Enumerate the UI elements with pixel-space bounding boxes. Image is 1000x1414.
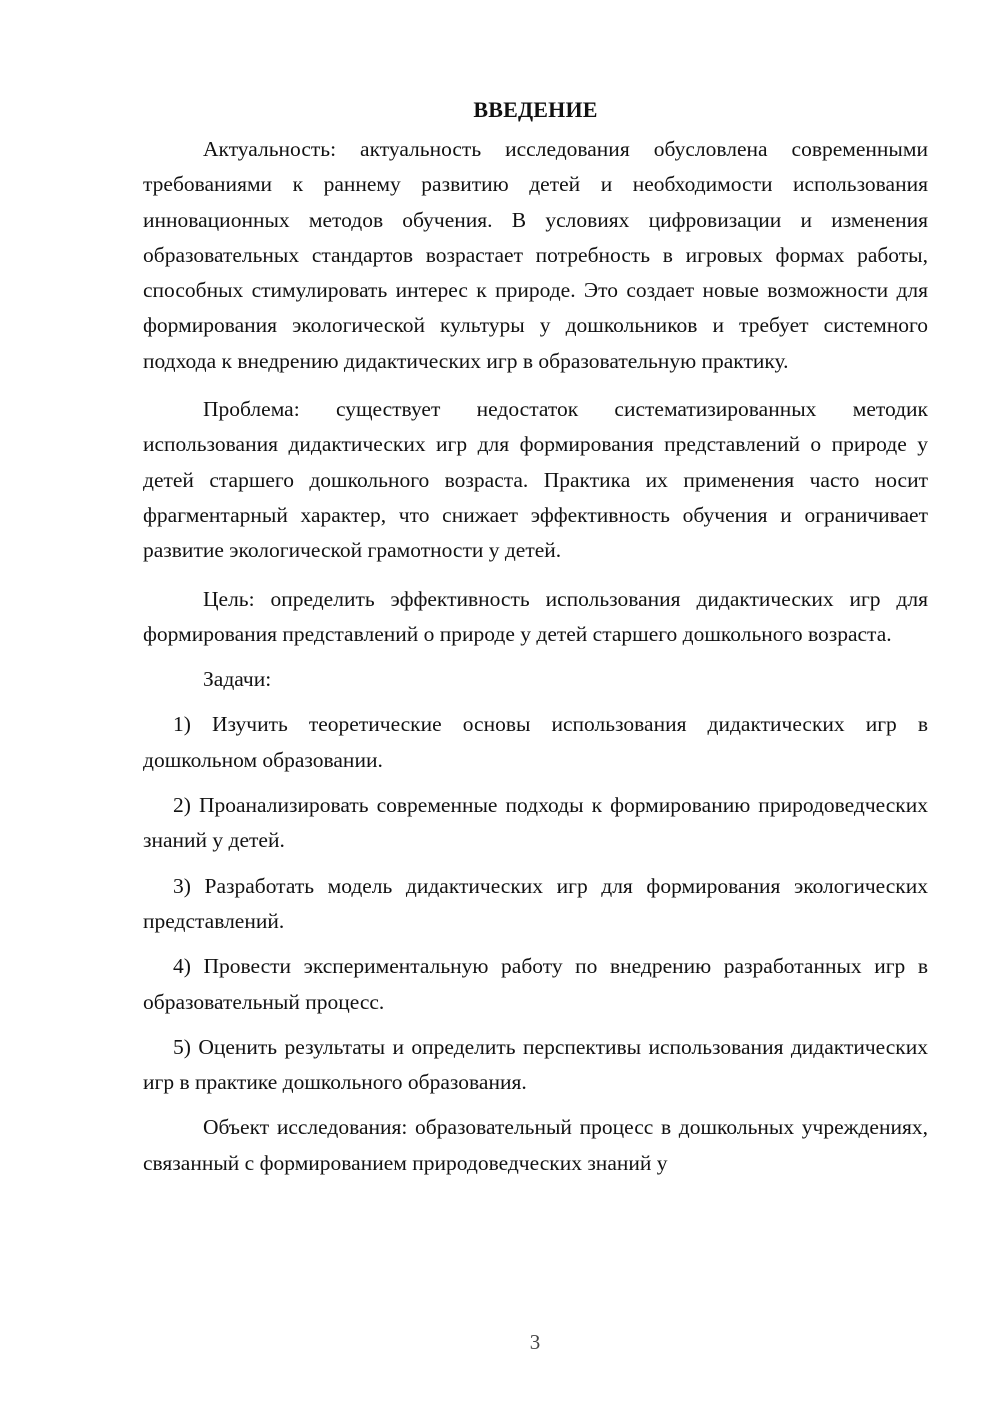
paragraph-goal: Цель: определить эффективность использования дидактических игр для формирования представлений о природе у детей старшего дошкольного возраста.: [143, 586, 928, 646]
tasks-list: [143, 707, 928, 1100]
paragraph-problem: Проблема: существует недостаток систематизированных методик использования дидактических игр для формирования представлений о природе у детей старшего дошкольного возраста. Практика их применения часто носит фрагментарный характер, что снижает эффективность обучения и ограничивает развитие экологической грамотности у детей.: [143, 397, 928, 563]
document-title: ВВЕДЕНИЕ: [473, 97, 598, 122]
list-item: 4) Провести экспериментальную работу по внедрению разработанных игр в образовательный процесс.: [143, 954, 928, 1014]
paragraph-object: Объект исследования: образовательный процесс в дошкольных учреждениях, связанный с формированием природоведческих знаний у: [143, 1115, 928, 1175]
list-item: 3) Разработать модель дидактических игр для формирования экологических представлений.: [143, 873, 928, 933]
list-item: 1) Изучить теоретические основы использования дидактических игр в дошкольном образовании.: [143, 712, 928, 772]
tasks-heading: Задачи:: [203, 667, 272, 692]
list-item: 5) Оценить результаты и определить перспективы использования дидактических игр в практике дошкольного образования.: [143, 1034, 928, 1095]
page-number: 3: [529, 1330, 541, 1354]
list-item: 2) Проанализировать современные подходы к формированию природоведческих знаний у детей.: [143, 793, 928, 853]
document-page: [143, 92, 928, 1194]
paragraph-relevance: Актуальность: актуальность исследования обусловлена современными требованиями к раннему развитию детей и необходимости использования инновационных методов обучения. В условиях цифровизации и изменения образовательных стандартов возрастает потребность в игровых формах работы, способных стимулировать интерес к природе. Это создает новые возможности для формирования экологической культуры у дошкольников и требует системного подхода к внедрению дидактических игр в образовательную практику.: [143, 137, 928, 373]
